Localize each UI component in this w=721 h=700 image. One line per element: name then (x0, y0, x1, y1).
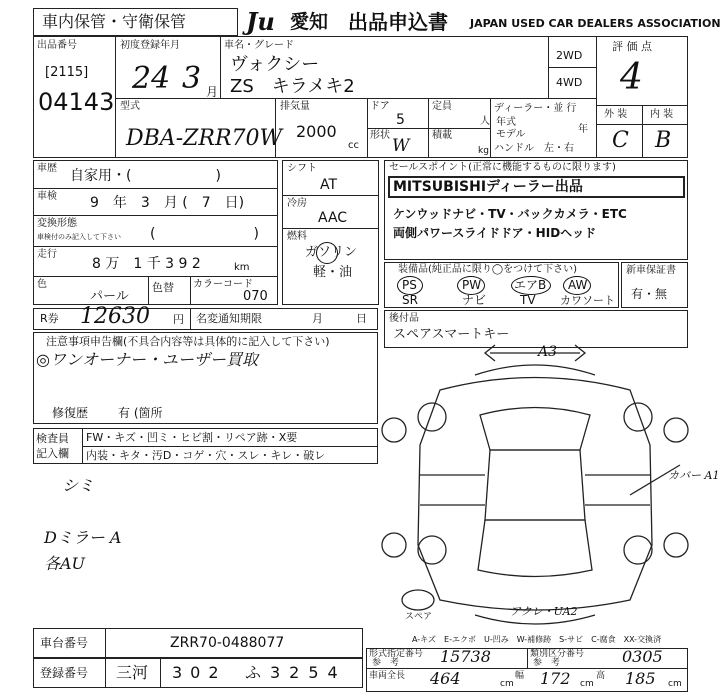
car-damage-diagram (380, 345, 690, 635)
equipment-label: 装備品(純正品に限り◯をつけて下さい) (398, 264, 577, 275)
form-title: 出品申込書 (348, 10, 448, 34)
plate-label: 登録番号 (40, 666, 89, 680)
mileage-label: 走行 (37, 249, 57, 260)
chassis-label: 車台番号 (40, 636, 89, 650)
fuel-gasoline: ガソリン (305, 245, 358, 260)
equipment-other: カワソート (560, 294, 615, 307)
history-label: 車歴 (37, 163, 57, 174)
type-number-label: 形式指定番号 (369, 649, 424, 659)
selling-points-highlight: MITSUBISHIディーラー出品 (393, 179, 583, 195)
equipment-aw: AW (568, 278, 588, 292)
type-number-ref: 参 考 (372, 658, 400, 668)
aircon-value: AAC (318, 210, 348, 226)
spare-label: スペア (405, 612, 433, 622)
year-label: 年式 (496, 117, 516, 128)
equipment-sr: SR (402, 293, 418, 307)
diagram-top-mark: A3 (538, 344, 558, 360)
mileage-value: 8 万 1 千 3 9 2 (92, 256, 201, 272)
r-ticket-unit: 円 (173, 313, 184, 326)
ju-logo: Ju (246, 7, 275, 36)
plate-number: 3254 (270, 663, 347, 682)
plate-kana: ふ (245, 663, 262, 682)
displacement-unit: cc (348, 140, 359, 151)
model-value: DBA-ZRR70W (126, 126, 283, 151)
after-fit-value: スペアスマートキー (393, 327, 510, 342)
storage-badge-text: 車内保管・守衛保管 (42, 12, 187, 31)
diagram-right-mark: カバー A1 (668, 469, 720, 482)
equipment-ps: PS (402, 278, 417, 292)
association-name: JAPAN USED CAR DEALERS ASSOCIATION (470, 17, 721, 30)
equipment-pw: PW (462, 278, 482, 292)
year-unit: 年 (578, 124, 588, 135)
color-code: 070 (243, 289, 268, 304)
inspection-value: 9 年 3 月 ( 7 日) (90, 195, 245, 211)
color-value: パール (90, 289, 129, 304)
color-code-label: カラーコード (193, 279, 253, 290)
equipment-ps-circle (397, 276, 423, 295)
color-change-label: 色替 (152, 281, 174, 294)
new-warranty-label: 新車保証書 (626, 265, 676, 276)
type-number-value: 15738 (440, 647, 491, 666)
r-ticket-label: R券 (40, 312, 59, 325)
unit-cm-3: cm (668, 679, 682, 689)
damage-legend: A-キズ E-エクボ U-凹み W-補修跡 S-サビ C-腐食 XX-交換済 (412, 635, 662, 644)
entry-label: 記入欄 (36, 447, 69, 460)
inspection-label: 車検 (37, 191, 57, 202)
model-label: 型式 (120, 101, 140, 112)
width-value: 172 (540, 669, 571, 688)
shape-value: W (392, 136, 410, 156)
car-label: 車名・グレード (224, 40, 294, 51)
fuel-label: 燃料 (287, 231, 307, 242)
car-name: ヴォクシー (230, 54, 320, 75)
plate-region: 三河 (116, 663, 149, 682)
lot-number: 04143 (38, 88, 115, 116)
modified-value: ( ) (150, 226, 259, 242)
selling-points-label: セールスポイント(正常に機能するものに限ります) (389, 162, 616, 173)
registration-year: 24 (132, 61, 171, 96)
aircon-label: 冷房 (287, 198, 307, 209)
exterior-label: 外 装 (604, 109, 628, 120)
inspector-label: 検査員 (36, 432, 69, 445)
width-label: 幅 (515, 671, 525, 681)
new-warranty-value: 有・無 (631, 287, 668, 301)
shift-label: シフト (287, 163, 317, 174)
capacity-label: 定員 (432, 101, 452, 112)
history-value: 自家用・( ) (70, 168, 221, 184)
plate-class: 302 (172, 663, 227, 682)
shift-value: AT (320, 177, 338, 193)
lot-label: 出品番号 (37, 40, 77, 51)
shape-label: 形状 (370, 130, 390, 141)
modified-sub: 車検付のみ記入して下さい (37, 233, 121, 241)
load-label: 積載 (432, 130, 452, 141)
equipment-navi: ナビ (462, 293, 487, 307)
r-ticket-value: 12630 (80, 304, 150, 329)
equipment-tv: TV (520, 293, 536, 307)
repair-value: 有 (箇所 (118, 406, 163, 420)
inspector-note-shimi: シミ (62, 476, 95, 495)
inspector-row2: 内装・キタ・汚D・コゲ・穴・スレ・キレ・破レ (86, 449, 326, 462)
drive-4wd: 4WD (556, 76, 583, 89)
registration-month-unit: 月 (206, 85, 219, 99)
doors-value: 5 (396, 112, 405, 128)
diagram-bottom-mark: アクレ・UA2 (510, 605, 578, 618)
score-value: 4 (620, 57, 643, 98)
repair-label: 修復歴 (52, 406, 89, 420)
drive-2wd: 2WD (556, 49, 583, 62)
unit-cm-1: cm (500, 679, 514, 689)
fuel-diesel: 軽・油 (313, 265, 353, 280)
logo-region: 愛知 (290, 11, 329, 33)
height-value: 185 (625, 669, 656, 688)
equipment-airbag: エアB (514, 278, 547, 292)
doors-label: ドア (370, 101, 390, 112)
registration-month: 3 (182, 61, 202, 96)
selling-points-line1: ケンウッドナビ・TV・バックカメラ・ETC (393, 207, 627, 221)
length-value: 464 (430, 669, 461, 688)
chassis-value: ZRR70-0488077 (170, 635, 285, 651)
category-ref: 参 考 (533, 658, 561, 668)
interior-label: 内 装 (650, 109, 674, 120)
height-label: 高 (596, 671, 606, 681)
exterior-grade: C (612, 128, 629, 153)
after-fit-label: 後付品 (389, 313, 419, 324)
model-year-label: モデル (496, 129, 526, 140)
handle-label: ハンドル 左・右 (494, 143, 574, 154)
selling-points-line2: 両側パワースライドドア・HIDヘッド (393, 226, 597, 240)
name-change-unit: 月 日 (312, 312, 367, 325)
mileage-unit: km (234, 262, 250, 273)
capacity-unit: 人 (480, 116, 490, 127)
modified-label: 変換形態 (37, 218, 77, 229)
registration-label: 初度登録年月 (120, 40, 180, 51)
inspector-note-each: 各AU (44, 554, 86, 573)
car-grade: ZS キラメキ2 (230, 76, 355, 97)
notes-text: ◎ワンオーナー・ユーザー買取 (36, 350, 258, 369)
dealer-label: ディーラー・並 行 (494, 103, 577, 114)
lot-sub: [2115] (45, 65, 89, 80)
displacement-value: 2000 (296, 122, 337, 141)
load-unit: kg (478, 146, 489, 156)
name-change-label: 名変通知期限 (196, 312, 262, 325)
score-label: 評 価 点 (612, 40, 652, 53)
equipment-aw-circle (563, 276, 591, 295)
interior-grade: B (655, 128, 672, 153)
equipment-pw-circle (457, 276, 485, 295)
color-label: 色 (37, 279, 47, 290)
unit-cm-2: cm (580, 679, 594, 689)
length-label: 車両全長 (369, 671, 406, 681)
displacement-label: 排気量 (280, 101, 310, 112)
inspector-row1: FW・キズ・凹ミ・ヒビ割・リペア跡・X要 (86, 431, 298, 444)
equipment-airbag-circle (511, 276, 551, 295)
inspector-note-mirror: Dミラー A (44, 528, 122, 547)
notes-label: 注意事項申告欄(不具合内容等は具体的に記入して下さい) (46, 335, 330, 348)
category-label: 類別区分番号 (530, 649, 585, 659)
category-value: 0305 (622, 647, 663, 666)
fuel-selected-circle (316, 242, 338, 264)
